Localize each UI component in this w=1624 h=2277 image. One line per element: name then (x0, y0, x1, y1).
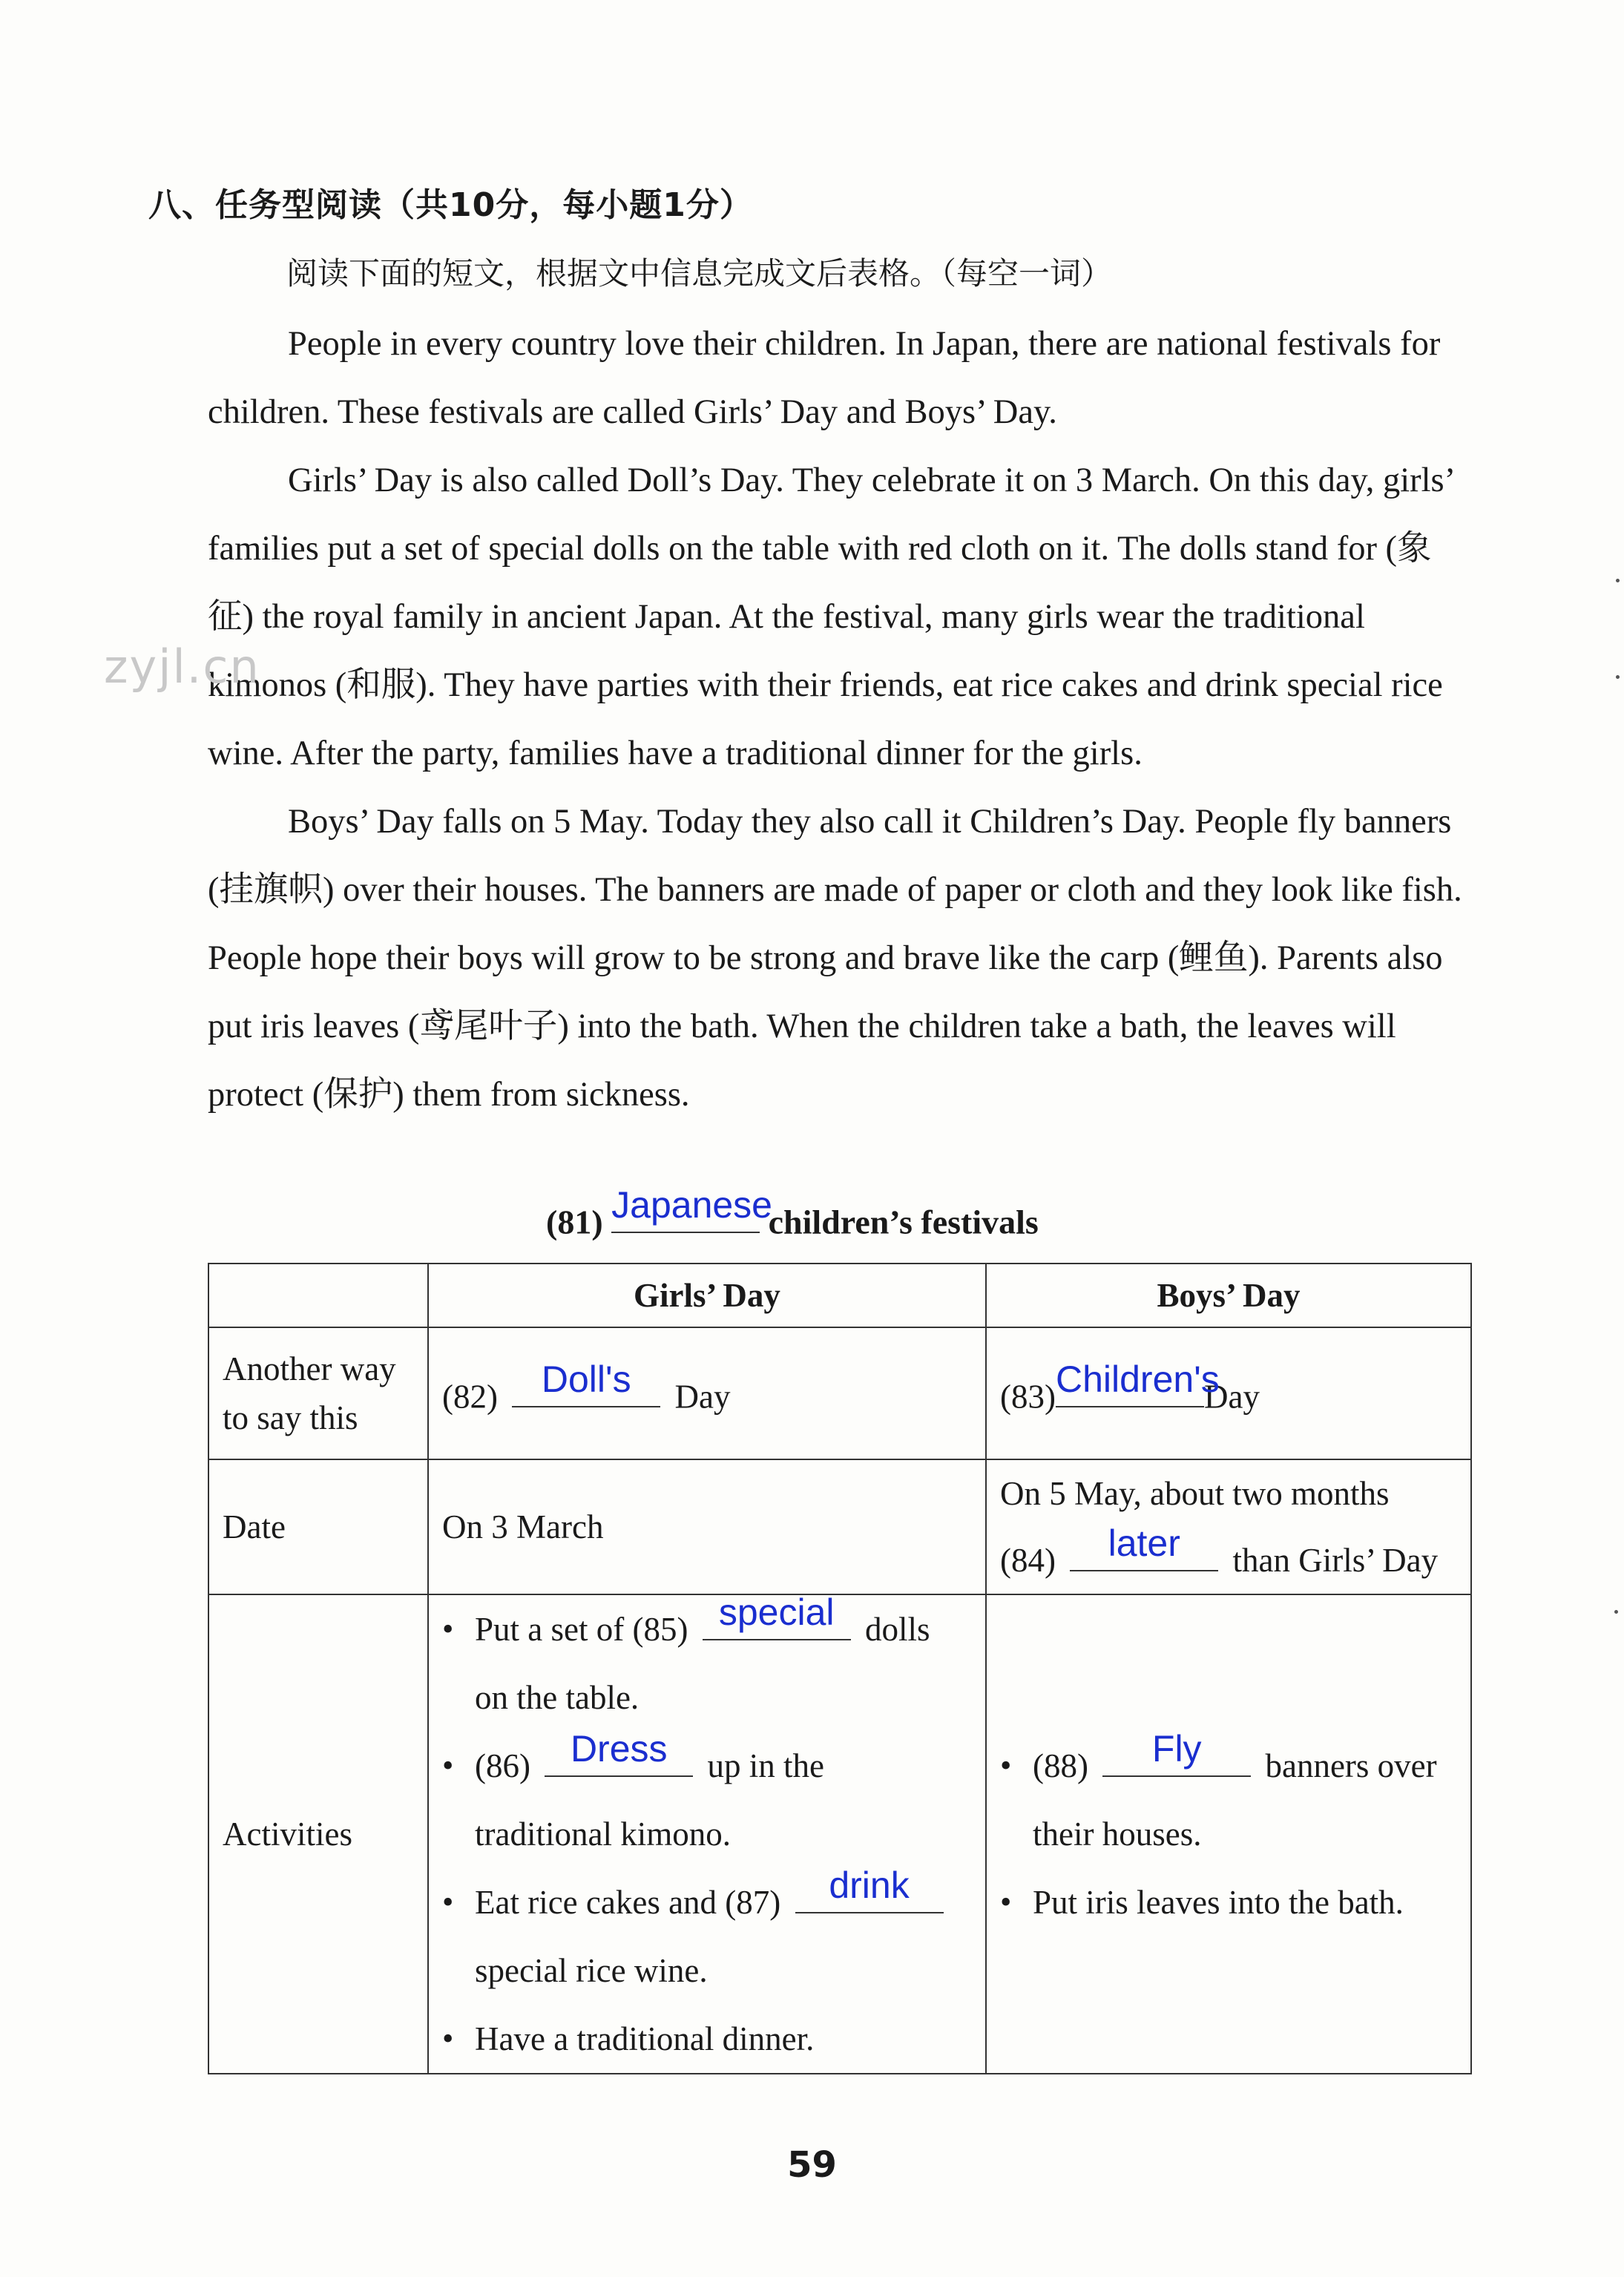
section-title: 八、任务型阅读（共10分，每小题1分） (148, 186, 753, 224)
table-row-date (208, 1459, 1471, 1594)
passage-paragraph-1: People in every country love their children. In Japan, there are national festivals for children. These festivals are called Girls’ Day and Boys’ Day. (208, 325, 1441, 431)
girls-activities-list (442, 1591, 972, 2073)
table-row-another-way (208, 1327, 1471, 1459)
reading-passage (208, 310, 1469, 1129)
edge-mark (1616, 579, 1620, 582)
cell-girls-another-way (428, 1327, 986, 1459)
answer-85: special (718, 1591, 835, 1633)
question-number-82: (82) (442, 1378, 498, 1416)
question-number-84: (84) (1000, 1542, 1056, 1579)
answer-82: Doll's (541, 1358, 631, 1401)
table-title-text: children’s festivals (768, 1203, 1039, 1241)
header-empty-cell (208, 1264, 428, 1327)
answer-blank-85 (703, 1591, 851, 1640)
answer-blank-88 (1102, 1728, 1251, 1777)
table-header-row (208, 1264, 1471, 1327)
answer-blank-82 (512, 1358, 660, 1407)
answer-88: Fly (1151, 1728, 1202, 1770)
boys-day-suffix: Day (1203, 1378, 1260, 1416)
boys-date-line-2 (1000, 1522, 1457, 1594)
cell-boys-activities (986, 1594, 1471, 2074)
answer-87: drink (829, 1864, 910, 1906)
edge-mark (1614, 1610, 1618, 1614)
edge-mark (1616, 675, 1620, 679)
girls-activity-3 (442, 1864, 972, 2005)
girls-activity-3-text: Eat rice cakes and (87) (475, 1884, 781, 1921)
table-title (546, 1184, 1039, 1241)
question-number-83: (83) (1000, 1378, 1056, 1416)
girls-activity-1 (442, 1591, 972, 1732)
cell-boys-another-way (986, 1327, 1471, 1459)
girls-activity-2-end: up in the (707, 1747, 824, 1784)
than-girls-day: than Girls’ Day (1232, 1542, 1439, 1579)
boys-activity-1-line-2: their houses. (1033, 1816, 1202, 1853)
passage-paragraph-2: Girls’ Day is also called Doll’s Day. They celebrate it on 3 March. On this day, girls’ families put a set of special dolls on the table with red cloth on it. The dolls stand for (象征) the royal family in ancient Japan. At the festival, many girls wear the traditional kimonos (和服). They have parties with their friends, eat rice cakes and drink special rice wine. After the party, families have a traditional dinner for the girls. (208, 461, 1453, 772)
cell-girls-activities (428, 1591, 986, 2074)
boys-activity-2: • Put iris leaves into the bath. (1000, 1868, 1457, 1936)
girls-activity-4: • Have a traditional dinner. (442, 2005, 972, 2073)
watermark: zyjl.cn (104, 640, 260, 694)
cell-boys-date (986, 1459, 1471, 1594)
question-number-81: (81) (546, 1203, 603, 1241)
girls-activity-1-text: Put a set of (85) (475, 1611, 688, 1648)
answer-84: later (1108, 1522, 1180, 1564)
page-number: 59 (787, 2144, 837, 2186)
answer-blank-87 (795, 1864, 944, 1913)
answer-83: Children's (1055, 1358, 1220, 1401)
answer-blank-81 (611, 1184, 772, 1233)
answer-86: Dress (570, 1728, 668, 1770)
row-label-date: Date (208, 1459, 428, 1594)
table-row-activities (208, 1594, 1471, 2074)
boys-date-line-1: On 5 May, about two months (1000, 1475, 1390, 1512)
girls-day-suffix: Day (674, 1378, 731, 1416)
boys-activities-list (1000, 1728, 1457, 1936)
header-girls-day: Girls’ Day (428, 1264, 986, 1327)
answer-81: Japanese (611, 1184, 772, 1226)
header-boys-day: Boys’ Day (986, 1264, 1471, 1327)
row-label-activities: Activities (208, 1594, 428, 2074)
question-number-86: (86) (475, 1747, 530, 1784)
boys-activity-1-end: banners over (1265, 1747, 1437, 1784)
answer-blank-83 (1055, 1358, 1220, 1407)
girls-activity-2-line-2: traditional kimono. (475, 1816, 731, 1853)
passage-paragraph-3: Boys’ Day falls on 5 May. Today they also call it Children’s Day. People fly banners (挂旗帜) over their houses. The banners are made of paper or cloth and they look like fish. People hope their boys will grow to be strong and brave like the carp (鲤鱼). Parents also put iris leaves (鸢尾叶子) into the bath. When the children take a bath, the leaves will protect (保护) them from sickness. (208, 803, 1462, 1114)
answer-blank-86 (545, 1728, 693, 1777)
girls-activity-2 (442, 1728, 972, 1868)
row-label-another-way: Another way to say this (208, 1327, 428, 1459)
girls-activity-3-line-2: special rice wine. (475, 1952, 708, 1989)
answer-blank-84 (1070, 1522, 1218, 1571)
festivals-table (208, 1263, 1472, 2074)
girls-activity-1-line-2: on the table. (475, 1679, 640, 1716)
boys-activity-1 (1000, 1728, 1457, 1868)
cell-girls-date: On 3 March (428, 1459, 986, 1594)
girls-activity-1-end: dolls (864, 1611, 930, 1648)
question-number-88: (88) (1033, 1747, 1088, 1784)
instructions: 阅读下面的短文，根据文中信息完成文后表格。（每空一词） (286, 255, 1113, 292)
